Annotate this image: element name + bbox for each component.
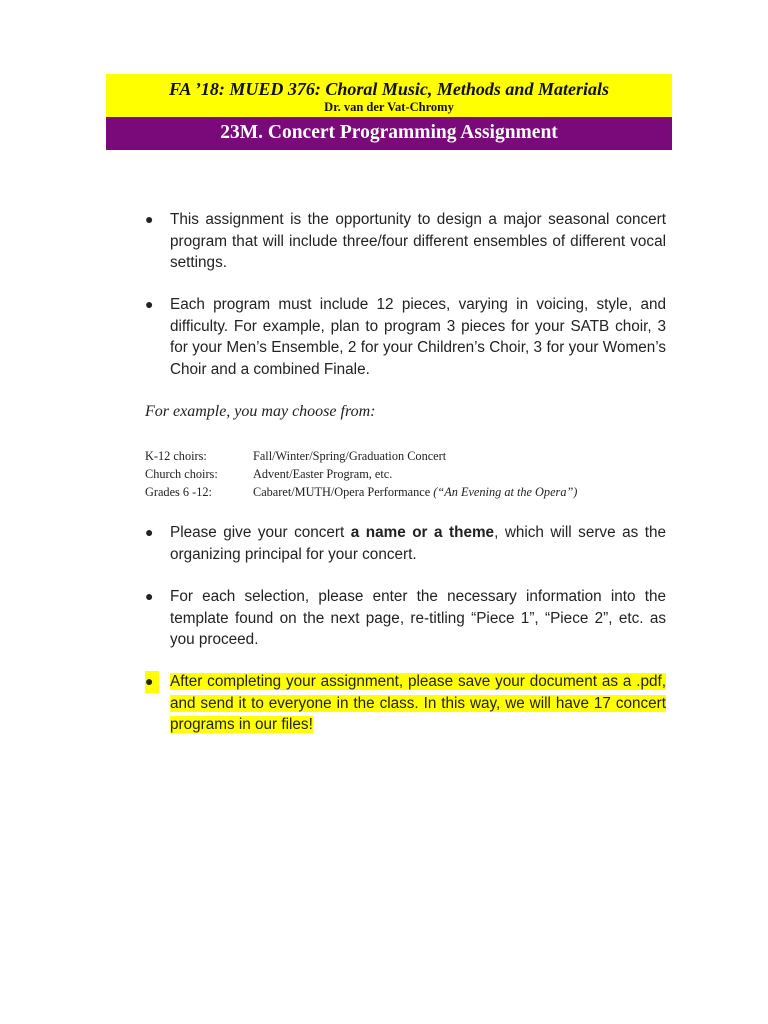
- example-label: Grades 6 -12:: [145, 485, 212, 499]
- bullet-item-template: [145, 586, 666, 651]
- assignment-title: 23M. Concert Programming Assignment: [220, 122, 558, 143]
- bullet-icon: ●: [145, 588, 154, 604]
- course-title: FA ’18: MUED 376: Choral Music, Methods and Materials: [169, 79, 609, 99]
- example-value-text: Cabaret/MUTH/Opera Performance: [253, 485, 434, 499]
- bullet-text-emphasis: a name or a theme: [350, 524, 495, 541]
- bullet-item-purpose: [145, 209, 666, 274]
- bullet-text-end: , which will serve as the organizing principal for your concert.: [170, 524, 666, 563]
- example-value: Fall/Winter/Spring/Graduation Concert: [253, 449, 447, 463]
- bullet-text-highlighted: [170, 671, 666, 736]
- bullet-text-start: Please give your concert: [170, 524, 351, 541]
- example-note: (“An Evening at the Opera”): [433, 485, 578, 499]
- example-value: [253, 483, 577, 501]
- course-header-banner: [106, 74, 672, 118]
- bullet-item-submission: [145, 671, 666, 736]
- example-label: Church choirs:: [145, 467, 218, 481]
- bullet-text: For each selection, please enter the necessary information into the template found on the next page, re-titling “Piece 1”, “Piece 2”, etc. as you proceed.: [170, 588, 666, 649]
- bullet-item-theme: [145, 522, 666, 565]
- bullet-icon: ●: [145, 211, 154, 227]
- assignment-title-banner: [106, 117, 672, 150]
- bullet-icon: ●: [145, 296, 154, 312]
- bullet-icon: ●: [145, 671, 159, 693]
- example-label: K-12 choirs:: [145, 449, 207, 463]
- bullet-item-requirements: [145, 294, 666, 380]
- bullet-icon: ●: [145, 524, 154, 540]
- highlighted-text: After completing your assignment, please save your document as a .pdf, and send it to everyone in the class. In this way, we will have 17 concert programs in our files!: [170, 673, 666, 734]
- example-value: Advent/Easter Program, etc.: [253, 467, 393, 481]
- instructor-name: Dr. van der Vat-Chromy: [324, 100, 454, 114]
- bullet-text: This assignment is the opportunity to design a major seasonal concert program that will include three/four different ensembles of different vocal settings.: [170, 211, 666, 272]
- bullet-text: [170, 522, 666, 565]
- bullet-text: Each program must include 12 pieces, varying in voicing, style, and difficulty. For example, plan to program 3 pieces for your SATB choir, 3 for your Men’s Ensemble, 2 for your Children’s Choir, 3 for your Women’s Choir and a combined Finale.: [170, 296, 666, 378]
- examples-intro: For example, you may choose from:: [145, 403, 376, 420]
